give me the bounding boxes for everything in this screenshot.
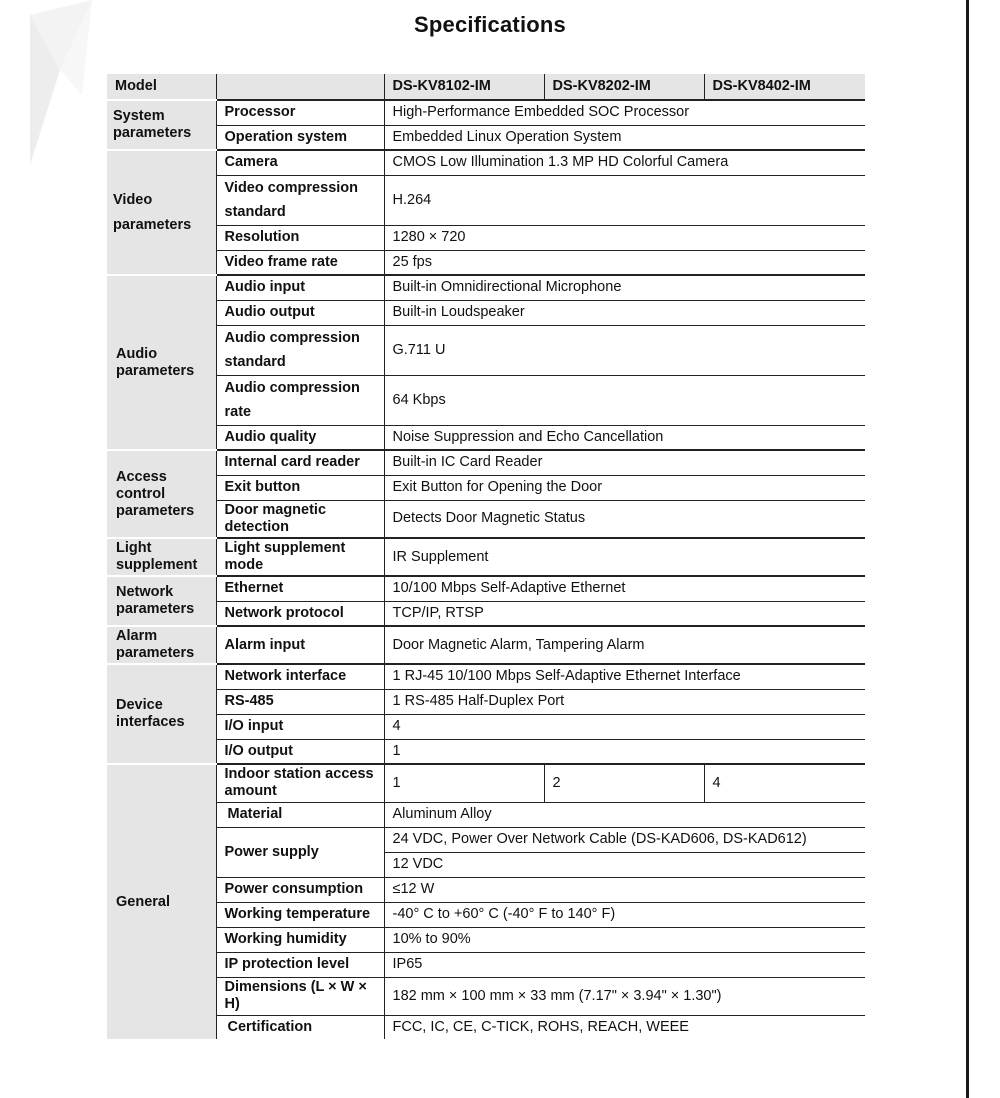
param-value: Door Magnetic Alarm, Tampering Alarm (384, 626, 865, 664)
param-value: 1 RJ-45 10/100 Mbps Self-Adaptive Ethernet Interface (384, 664, 865, 689)
param-value: 64 Kbps (384, 375, 865, 425)
param-label: RS-485 (216, 689, 384, 714)
param-value: Built-in Loudspeaker (384, 300, 865, 325)
param-value: -40° C to +60° C (-40° F to 140° F) (384, 902, 865, 927)
param-value: ≤12 W (384, 877, 865, 902)
table-row (107, 877, 865, 902)
param-value: Embedded Linux Operation System (384, 125, 865, 150)
param-label: Working temperature (216, 902, 384, 927)
param-label: Light supplement mode (216, 538, 384, 576)
param-label: Alarm input (216, 626, 384, 664)
param-label: Network protocol (216, 601, 384, 626)
table-row (107, 902, 865, 927)
table-row (107, 300, 865, 325)
param-label: Indoor station access amount (216, 764, 384, 802)
param-label: Audio input (216, 275, 384, 300)
param-value: 10% to 90% (384, 927, 865, 952)
param-label: Network interface (216, 664, 384, 689)
param-value: 25 fps (384, 250, 865, 275)
model-name: DS-KV8102-IM (384, 74, 544, 100)
param-value: 1 (384, 739, 865, 764)
param-label: Video compression standard (216, 175, 384, 225)
param-label: Exit button (216, 475, 384, 500)
table-row (107, 827, 865, 852)
model-label: Model (107, 74, 216, 100)
table-row (107, 538, 865, 576)
param-label: Resolution (216, 225, 384, 250)
param-value: High-Performance Embedded SOC Processor (384, 100, 865, 125)
table-row (107, 225, 865, 250)
param-value: 10/100 Mbps Self-Adaptive Ethernet (384, 576, 865, 601)
param-label: Door magnetic detection (216, 500, 384, 538)
table-row (107, 100, 865, 125)
param-label: Ethernet (216, 576, 384, 601)
param-label: Audio quality (216, 425, 384, 450)
group-label: Alarm parameters (107, 626, 216, 664)
table-row (107, 500, 865, 538)
table-row (107, 664, 865, 689)
param-label: Audio output (216, 300, 384, 325)
table-header-row (107, 74, 865, 100)
group-label: Network parameters (107, 576, 216, 626)
param-value: TCP/IP, RTSP (384, 601, 865, 626)
param-value: FCC, IC, CE, C-TICK, ROHS, REACH, WEEE (384, 1015, 865, 1039)
table-row (107, 325, 865, 375)
table-row (107, 764, 865, 802)
spec-table (107, 74, 865, 1039)
param-label: Video frame rate (216, 250, 384, 275)
param-value: 12 VDC (384, 852, 865, 877)
group-label: General (107, 764, 216, 1039)
table-row (107, 175, 865, 225)
param-label: Power consumption (216, 877, 384, 902)
param-label: Audio compression standard (216, 325, 384, 375)
param-value: 2 (544, 764, 704, 802)
param-value: 1 (384, 764, 544, 802)
param-label: Certification (216, 1015, 384, 1039)
param-value: IP65 (384, 952, 865, 977)
param-label: I/O input (216, 714, 384, 739)
table-row (107, 450, 865, 475)
param-value: IR Supplement (384, 538, 865, 576)
table-row (107, 601, 865, 626)
group-label: Light supplement (107, 538, 216, 576)
table-row (107, 927, 865, 952)
page-title: Specifications (414, 12, 566, 37)
param-value: H.264 (384, 175, 865, 225)
model-name: DS-KV8402-IM (704, 74, 865, 100)
param-value: CMOS Low Illumination 1.3 MP HD Colorful Camera (384, 150, 865, 175)
table-row (107, 250, 865, 275)
table-row (107, 125, 865, 150)
param-label: Working humidity (216, 927, 384, 952)
param-value: Noise Suppression and Echo Cancellation (384, 425, 865, 450)
param-label: I/O output (216, 739, 384, 764)
param-value: Built-in Omnidirectional Microphone (384, 275, 865, 300)
table-row (107, 275, 865, 300)
param-value: 1280 × 720 (384, 225, 865, 250)
table-row (107, 977, 865, 1015)
table-row (107, 150, 865, 175)
param-label: Operation system (216, 125, 384, 150)
param-value: 24 VDC, Power Over Network Cable (DS-KAD606, DS-KAD612) (384, 827, 865, 852)
page-edge-rule (966, 0, 969, 1098)
table-row (107, 802, 865, 827)
header-blank (216, 74, 384, 100)
param-value: G.711 U (384, 325, 865, 375)
param-label: Audio compression rate (216, 375, 384, 425)
model-name: DS-KV8202-IM (544, 74, 704, 100)
table-row (107, 1015, 865, 1039)
param-value: 1 RS-485 Half-Duplex Port (384, 689, 865, 714)
param-label: IP protection level (216, 952, 384, 977)
param-value: 4 (704, 764, 865, 802)
param-label: Dimensions (L × W × H) (216, 977, 384, 1015)
param-label: Internal card reader (216, 450, 384, 475)
param-value: Detects Door Magnetic Status (384, 500, 865, 538)
table-row (107, 576, 865, 601)
param-value: Built-in IC Card Reader (384, 450, 865, 475)
table-row (107, 689, 865, 714)
table-row (107, 375, 865, 425)
table-row (107, 714, 865, 739)
group-label: System parameters (107, 100, 216, 150)
param-label: Power supply (216, 827, 384, 877)
table-row (107, 626, 865, 664)
table-row (107, 425, 865, 450)
group-label: Access control parameters (107, 450, 216, 538)
table-row (107, 952, 865, 977)
param-label: Processor (216, 100, 384, 125)
param-value: 4 (384, 714, 865, 739)
param-value: 182 mm × 100 mm × 33 mm (7.17" × 3.94" × 1.30") (384, 977, 865, 1015)
param-label: Camera (216, 150, 384, 175)
group-label: Device interfaces (107, 664, 216, 764)
group-label: Video parameters (107, 150, 216, 275)
table-row (107, 475, 865, 500)
table-row (107, 739, 865, 764)
group-label: Audio parameters (107, 275, 216, 450)
param-value: Exit Button for Opening the Door (384, 475, 865, 500)
param-label: Material (216, 802, 384, 827)
param-value: Aluminum Alloy (384, 802, 865, 827)
